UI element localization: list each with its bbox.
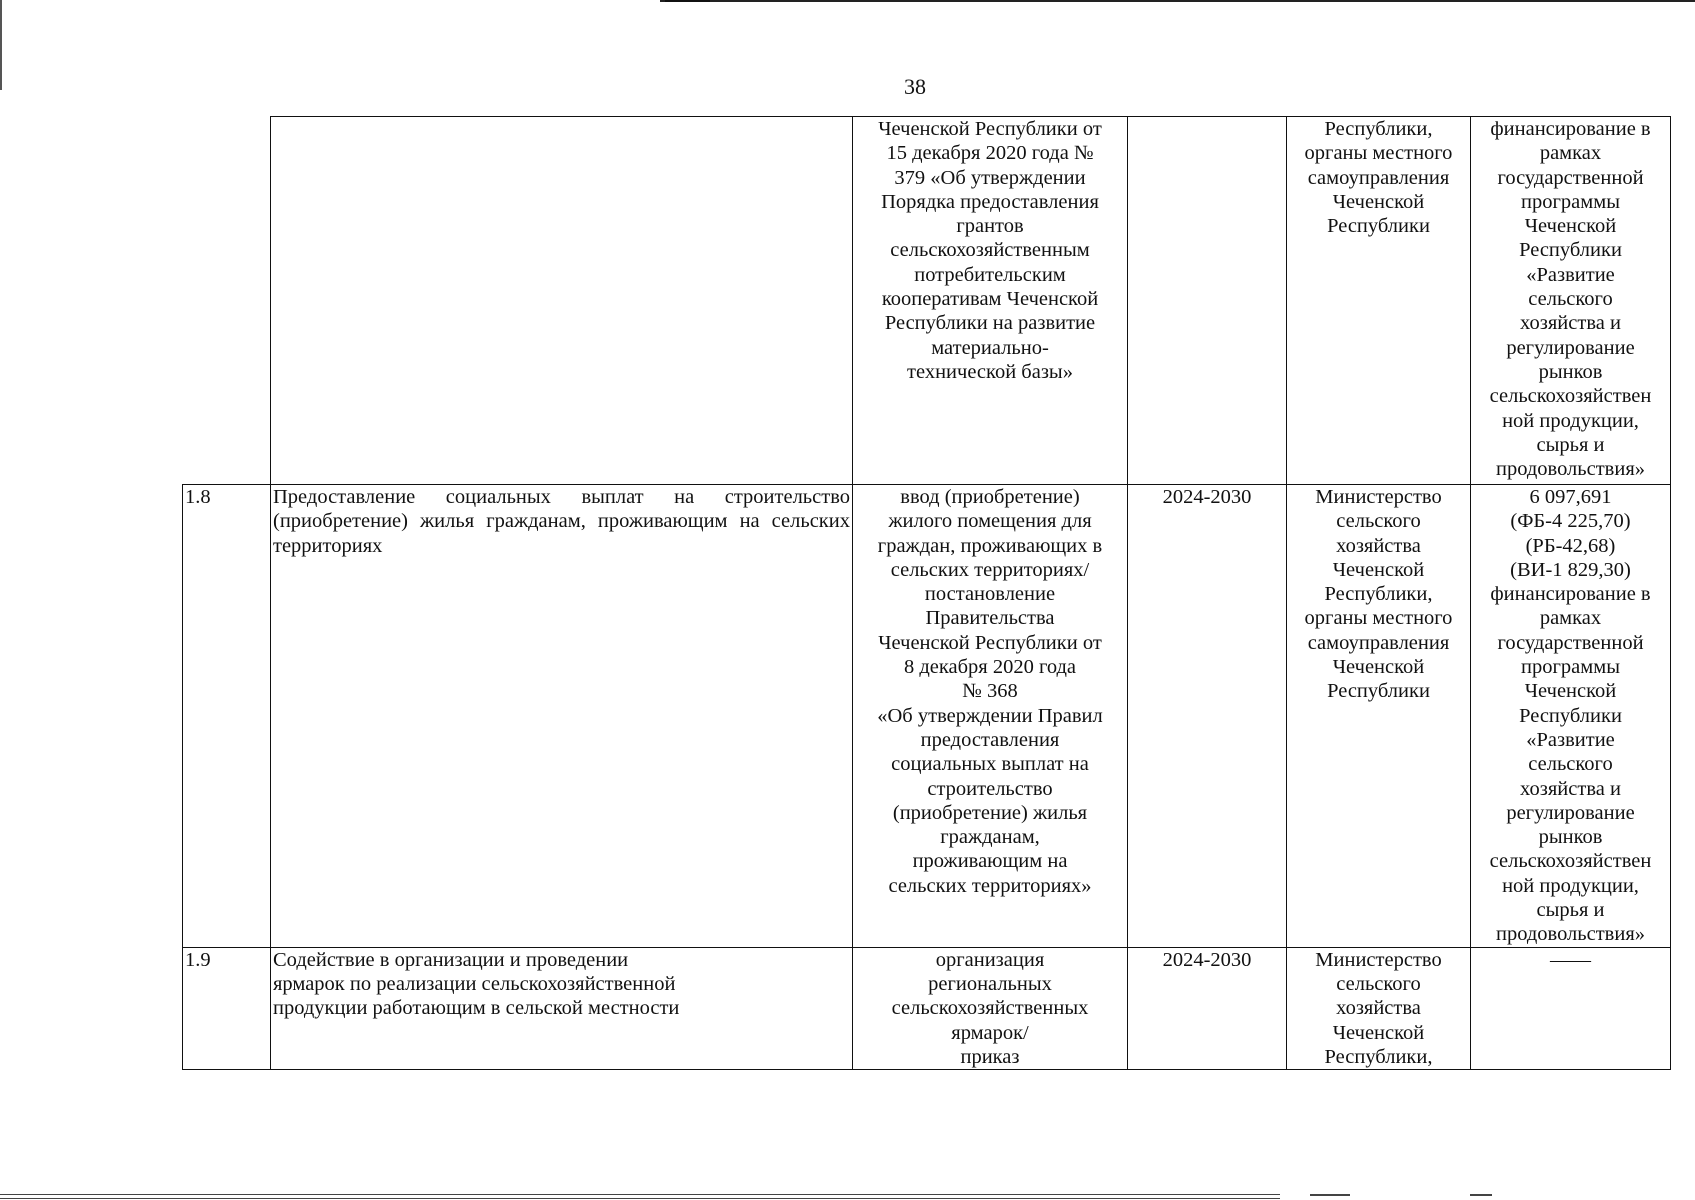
- row-number: 1.9: [183, 947, 271, 1069]
- period-cell: 2024-2030: [1128, 485, 1287, 948]
- financing-cell: 6 097,691 (ФБ-4 225,70) (РБ-42,68) (ВИ-1 829,30) финансирование в рамках государственной программы Чеченской Республики «Развитие сельского хозяйства и регулирование рынков сельскохозяйствен ной продукции, сырья и продовольствия»: [1471, 485, 1671, 948]
- executor-cell: Республики, органы местного самоуправления Чеченской Республики: [1287, 117, 1471, 485]
- scan-bottom-rule: [0, 1194, 1280, 1199]
- basis-cell: ввод (приобретение) жилого помещения для граждан, проживающих в сельских территориях/ постановление Правительства Чеченской Республики от 8 декабря 2020 года № 368 «Об утверждении Правил предоставления социальных выплат на строительство (приобретение) жилья гражданам, проживающим на сельских территориях»: [853, 485, 1128, 948]
- action-cell: Предоставление социальных выплат на строительство (приобретение) жилья гражданам, проживающим на сельских территориях: [271, 485, 853, 948]
- basis-cell: организация региональных сельскохозяйственных ярмарок/ приказ: [853, 947, 1128, 1069]
- scan-bottom-dash: [1470, 1194, 1492, 1196]
- scan-bottom-dash: [1310, 1194, 1350, 1196]
- period-cell: 2024-2030: [1128, 947, 1287, 1069]
- table-row: [183, 485, 1671, 948]
- action-cell: Содействие в организации и проведении ярмарок по реализации сельскохозяйственной продукции работающим в сельской местности: [271, 947, 853, 1069]
- executor-cell: Министерство сельского хозяйства Чеченской Республики, органы местного самоуправления Чеченской Республики: [1287, 485, 1471, 948]
- financing-cell: финансирование в рамках государственной программы Чеченской Республики «Развитие сельского хозяйства и регулирование рынков сельскохозяйствен ной продукции, сырья и продовольствия»: [1471, 117, 1671, 485]
- row-number: [183, 117, 271, 485]
- basis-cell: Чеченской Республики от 15 декабря 2020 года № 379 «Об утверждении Порядка предоставления грантов сельскохозяйственным потребительским кооперативам Чеченской Республики на развитие материально- технической базы»: [853, 117, 1128, 485]
- table-row: [183, 117, 1671, 485]
- financing-cell: ——: [1471, 947, 1671, 1069]
- scan-top-rule-short: [665, 0, 710, 2]
- measures-table: [182, 116, 1671, 1070]
- scan-top-rule: [660, 0, 1695, 5]
- period-cell: [1128, 117, 1287, 485]
- executor-cell: Министерство сельского хозяйства Чеченской Республики,: [1287, 947, 1471, 1069]
- table-row: [183, 947, 1671, 1069]
- row-number: 1.8: [183, 485, 271, 948]
- page-number: 38: [904, 74, 926, 99]
- action-cell: [271, 117, 853, 485]
